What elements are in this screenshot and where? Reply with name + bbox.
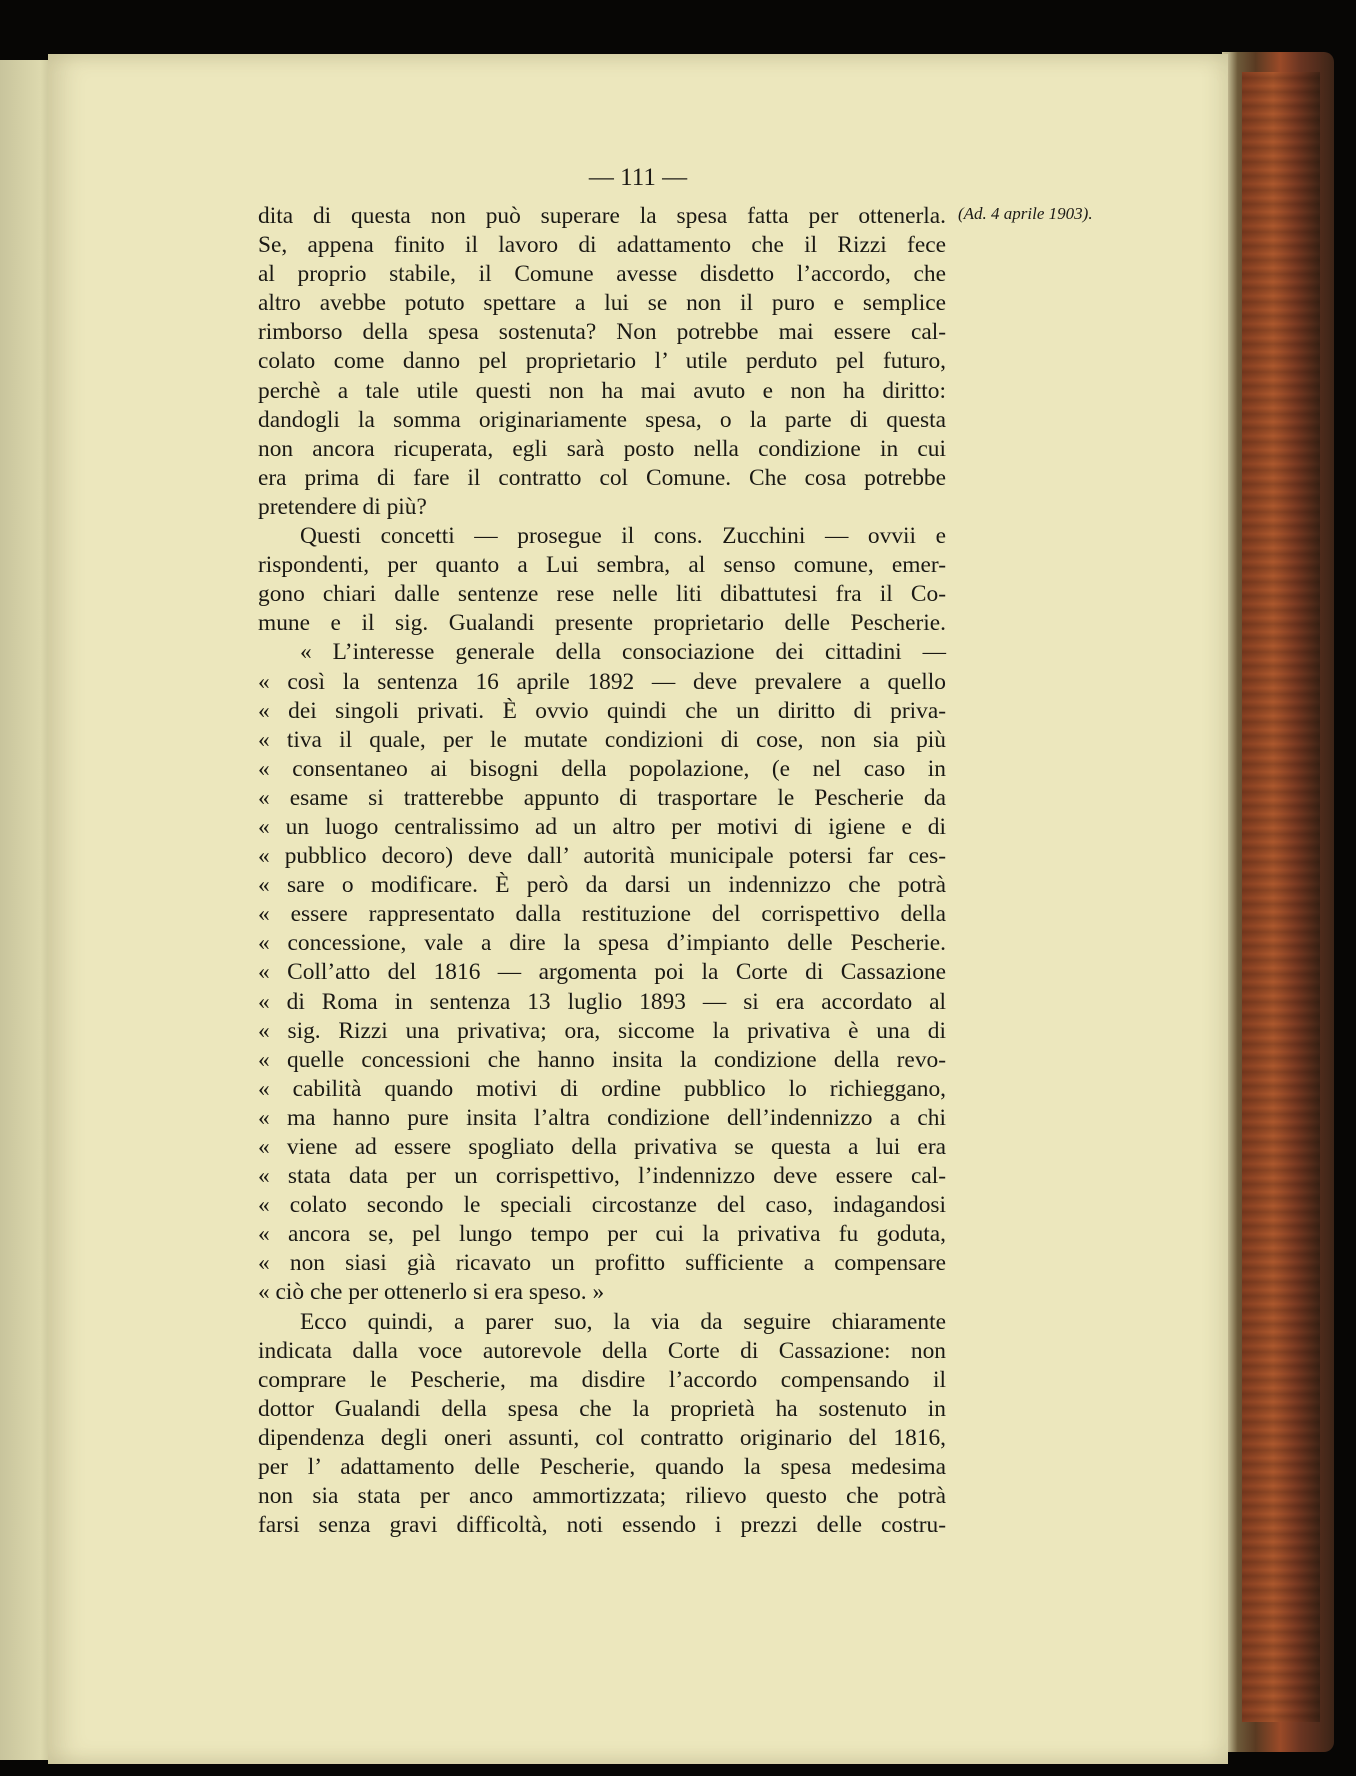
- text-line: « ciò che per ottenerlo si era speso. »: [258, 1279, 605, 1306]
- text-line: « ancora se, pel lungo tempo per cui la privativa fu goduta,: [258, 1221, 946, 1248]
- text-line: « di Roma in sentenza 13 luglio 1893 — si era accordato al: [258, 988, 946, 1015]
- text-line: « L’interesse generale della consociazione dei cittadini —: [300, 639, 946, 666]
- text-line: « esame si tratterebbe appunto di trasportare le Pescherie da: [258, 784, 946, 811]
- text-line: « sare o modificare. È però da darsi un indennizzo che potrà: [258, 872, 946, 899]
- text-line: « un luogo centralissimo ad un altro per motivi di igiene e di: [258, 813, 946, 840]
- text-line: pretendere di più?: [258, 493, 427, 520]
- text-line: rispondenti, per quanto a Lui sembra, al senso comune, emer-: [258, 552, 946, 579]
- text-line: dottor Gualandi della spesa che la proprietà ha sostenuto in: [258, 1395, 946, 1422]
- text-line: altro avebbe potuto spettare a lui se non il puro e semplice: [258, 290, 946, 317]
- text-line: al proprio stabile, il Comune avesse disdetto l’accordo, che: [258, 261, 946, 288]
- text-line: non sia stata per anco ammortizzata; rilievo questo che potrà: [258, 1483, 946, 1510]
- document-page: [48, 54, 1228, 1764]
- text-line: « consentaneo ai bisogni della popolazione, (e nel caso in: [258, 755, 946, 782]
- text-line: non ancora ricuperata, egli sarà posto nella condizione in cui: [258, 435, 946, 462]
- text-line: colato come danno pel proprietario l’ utile perduto pel futuro,: [258, 348, 946, 375]
- text-line: « sig. Rizzi una privativa; ora, siccome la privativa è una di: [258, 1017, 946, 1044]
- text-line: perchè a tale utile questi non ha mai avuto e non ha diritto:: [258, 377, 946, 404]
- page-number: — 111 —: [588, 164, 688, 191]
- text-line: dipendenza degli oneri assunti, col contratto originario del 1816,: [258, 1424, 946, 1451]
- text-line: farsi senza gravi difficoltà, noti essendo i prezzi delle costru-: [258, 1512, 946, 1539]
- text-line: gono chiari dalle sentenze rese nelle liti dibattutesi fra il Co-: [258, 581, 946, 608]
- text-line: « cabilità quando motivi di ordine pubblico lo richieggano,: [258, 1075, 946, 1102]
- book-edge: [1222, 52, 1334, 1752]
- text-line: dita di questa non può superare la spesa fatta per ottenerla.: [258, 203, 946, 229]
- text-line: per l’ adattamento delle Pescherie, quando la spesa medesima: [258, 1454, 946, 1481]
- text-line: « stata data per un corrispettivo, l’indennizzo deve essere cal-: [258, 1163, 946, 1190]
- text-line: era prima di fare il contratto col Comune. Che cosa potrebbe: [258, 464, 946, 491]
- text-line: indicata dalla voce autorevole della Corte di Cassazione: non: [258, 1337, 946, 1364]
- text-line: Questi concetti — prosegue il cons. Zucchini — ovvii e: [300, 523, 946, 550]
- text-line: « colato secondo le speciali circostanze del caso, indagandosi: [258, 1192, 946, 1219]
- text-line: « pubblico decoro) deve dall’ autorità municipale potersi far ces-: [258, 843, 946, 870]
- text-line: « ma hanno pure insita l’altra condizione dell’indennizzo a chi: [258, 1104, 946, 1131]
- margin-note-date: (Ad. 4 aprile 1903).: [958, 204, 1093, 223]
- text-line: comprare le Pescherie, ma disdire l’accordo compensando il: [258, 1366, 946, 1393]
- text-line: « viene ad essere spogliato della privativa se questa a lui era: [258, 1134, 946, 1160]
- text-line: mune e il sig. Gualandi presente proprietario delle Pescherie.: [258, 610, 946, 637]
- text-line: « concessione, vale a dire la spesa d’impianto delle Pescherie.: [258, 930, 946, 957]
- text-line: « non siasi già ricavato un profitto sufficiente a compensare: [258, 1250, 946, 1277]
- text-line: dandogli la somma originariamente spesa, o la parte di questa: [258, 406, 946, 433]
- text-line: « tiva il quale, per le mutate condizioni di cose, non sia più: [258, 726, 946, 753]
- text-line: « così la sentenza 16 aprile 1892 — deve prevalere a quello: [258, 668, 946, 695]
- text-line: rimborso della spesa sostenuta? Non potrebbe mai essere cal-: [258, 319, 946, 346]
- text-line: Ecco quindi, a parer suo, la via da seguire chiaramente: [300, 1308, 946, 1335]
- body-text: [258, 202, 946, 1540]
- text-line: « quelle concessioni che hanno insita la condizione della revo-: [258, 1046, 946, 1073]
- text-line: « Coll’atto del 1816 — argomenta poi la Corte di Cassazione: [258, 959, 946, 986]
- text-line: « essere rappresentato dalla restituzione del corrispettivo della: [258, 901, 946, 928]
- text-line: « dei singoli privati. È ovvio quindi che un diritto di priva-: [258, 697, 946, 724]
- page-edges: [1242, 72, 1320, 1722]
- text-line: Se, appena finito il lavoro di adattamento che il Rizzi fece: [258, 232, 946, 259]
